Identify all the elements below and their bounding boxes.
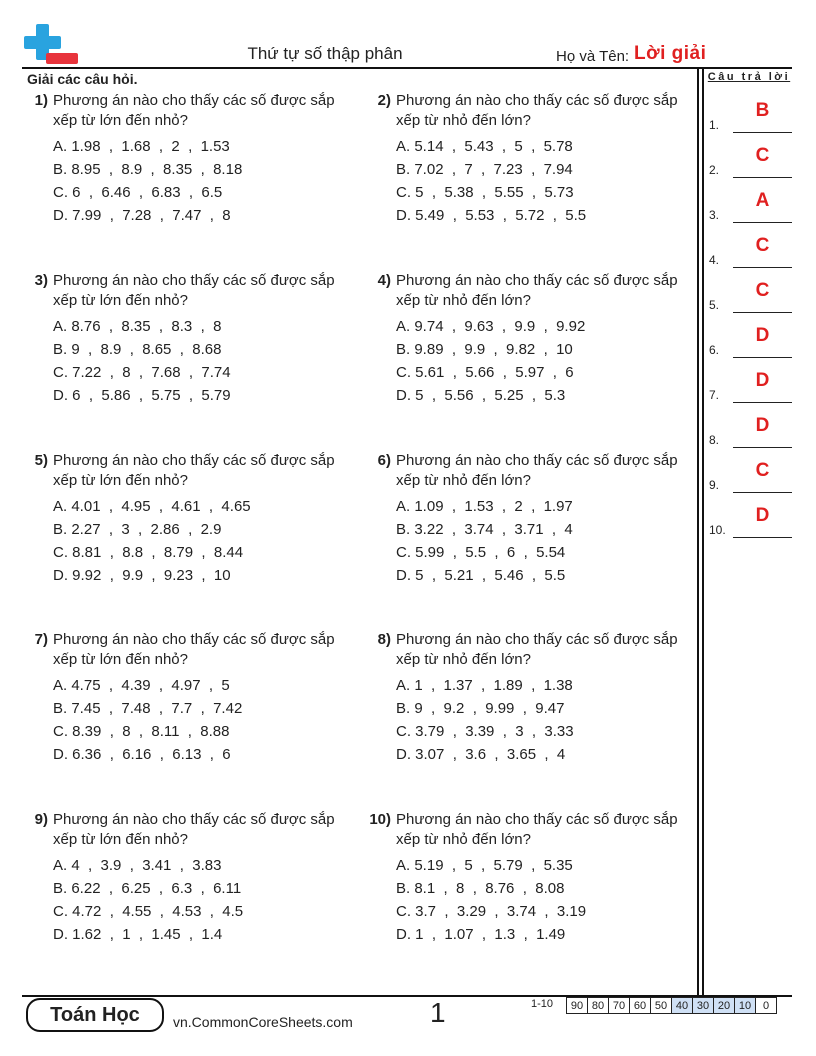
answer-option: D. 7.99 , 7.28 , 7.47 , 8	[53, 207, 231, 224]
answer-option: A. 8.76 , 8.35 , 8.3 , 8	[53, 318, 222, 335]
answer-value: C	[755, 460, 770, 481]
question-text: Phương án nào cho thấy các số được sắp xếp từ nhỏ đến lớn?	[396, 452, 678, 489]
page-number: 1	[430, 997, 446, 1028]
question-number: 8)	[377, 631, 391, 648]
score-cell: 60	[630, 998, 651, 1014]
question-number: 6)	[377, 452, 391, 469]
question-text: Phương án nào cho thấy các số được sắp xếp từ lớn đến nhỏ?	[53, 631, 335, 668]
answer-option: B. 8.95 , 8.9 , 8.35 , 8.18	[53, 161, 243, 178]
answer-value: C	[755, 280, 770, 301]
question	[365, 630, 705, 770]
answer-row	[709, 280, 793, 314]
answer-option: A. 5.14 , 5.43 , 5 , 5.78	[396, 138, 573, 155]
answer-option: B. 7.45 , 7.48 , 7.7 , 7.42	[53, 700, 243, 717]
answer-blank-line	[733, 537, 792, 538]
question-text: Phương án nào cho thấy các số được sắp xếp từ nhỏ đến lớn?	[396, 811, 678, 848]
score-cell: 50	[651, 998, 672, 1014]
answer-option: C. 4.72 , 4.55 , 4.53 , 4.5	[53, 903, 244, 920]
answer-option: D. 6.36 , 6.16 , 6.13 , 6	[53, 746, 231, 763]
answer-option: B. 8.1 , 8 , 8.76 , 8.08	[396, 880, 565, 897]
question-text: Phương án nào cho thấy các số được sắp xếp từ lớn đến nhỏ?	[53, 272, 335, 309]
question	[365, 91, 705, 231]
answer-blank-line	[733, 267, 792, 268]
answer-option: C. 8.81 , 8.8 , 8.79 , 8.44	[53, 544, 244, 561]
answer-blank-line	[733, 132, 792, 133]
question-number: 10)	[369, 811, 391, 828]
answer-option: C. 5.61 , 5.66 , 5.97 , 6	[396, 364, 574, 381]
answer-option: B. 9 , 8.9 , 8.65 , 8.68	[53, 341, 222, 358]
answer-blank-line	[733, 177, 792, 178]
answer-number: 8.	[709, 433, 720, 447]
answer-option: D. 9.92 , 9.9 , 9.23 , 10	[53, 567, 231, 584]
answer-blank-line	[733, 447, 792, 448]
question	[22, 91, 362, 231]
answer-key-header: Câu trả lời	[707, 71, 791, 83]
answer-row	[709, 505, 793, 539]
answer-value: D	[755, 415, 770, 436]
answer-option: D. 1 , 1.07 , 1.3 , 1.49	[396, 926, 566, 943]
question-text: Phương án nào cho thấy các số được sắp xếp từ lớn đến nhỏ?	[53, 452, 335, 489]
answer-blank-line	[733, 222, 792, 223]
score-cell: 40	[672, 998, 693, 1014]
question-number: 3)	[34, 272, 48, 289]
answer-value: B	[755, 100, 770, 121]
answer-number: 1.	[709, 118, 720, 132]
answer-row	[709, 415, 793, 449]
instructions: Giải các câu hỏi.	[27, 71, 138, 87]
answer-option: B. 7.02 , 7 , 7.23 , 7.94	[396, 161, 573, 178]
answer-option: D. 3.07 , 3.6 , 3.65 , 4	[396, 746, 566, 763]
answer-number: 2.	[709, 163, 720, 177]
answer-row	[709, 100, 793, 134]
answer-blank-line	[733, 312, 792, 313]
answer-option: A. 5.19 , 5 , 5.79 , 5.35	[396, 857, 573, 874]
answer-blank-line	[733, 492, 792, 493]
answer-option: D. 5.49 , 5.53 , 5.72 , 5.5	[396, 207, 587, 224]
answer-row	[709, 145, 793, 179]
score-table	[566, 997, 777, 1014]
answer-number: 6.	[709, 343, 720, 357]
answer-number: 3.	[709, 208, 720, 222]
answer-row	[709, 370, 793, 404]
answer-number: 7.	[709, 388, 720, 402]
answer-number: 4.	[709, 253, 720, 267]
answer-option: B. 9.89 , 9.9 , 9.82 , 10	[396, 341, 573, 358]
answer-option: A. 4.01 , 4.95 , 4.61 , 4.65	[53, 498, 251, 515]
question	[365, 451, 705, 591]
question-number: 9)	[34, 811, 48, 828]
answer-option: C. 8.39 , 8 , 8.11 , 8.88	[53, 723, 230, 740]
answer-number: 10.	[709, 523, 726, 537]
site-url: vn.CommonCoreSheets.com	[173, 1014, 353, 1030]
answer-option: A. 4 , 3.9 , 3.41 , 3.83	[53, 857, 222, 874]
question-text: Phương án nào cho thấy các số được sắp xếp từ lớn đến nhỏ?	[53, 811, 335, 848]
question-number: 4)	[377, 272, 391, 289]
score-cell: 0	[756, 998, 777, 1014]
answer-number: 5.	[709, 298, 720, 312]
answer-option: A. 1.09 , 1.53 , 2 , 1.97	[396, 498, 573, 515]
plus-minus-logo-icon	[22, 22, 80, 70]
answer-option: B. 2.27 , 3 , 2.86 , 2.9	[53, 521, 222, 538]
score-cell: 30	[693, 998, 714, 1014]
answer-row	[709, 190, 793, 224]
question-number: 5)	[34, 452, 48, 469]
answer-number: 9.	[709, 478, 720, 492]
score-range-label: 1-10	[531, 998, 554, 1010]
score-cell: 70	[609, 998, 630, 1014]
score-cell: 10	[735, 998, 756, 1014]
question-text: Phương án nào cho thấy các số được sắp xếp từ nhỏ đến lớn?	[396, 272, 678, 309]
question-text: Phương án nào cho thấy các số được sắp xếp từ nhỏ đến lớn?	[396, 92, 678, 129]
answer-option: C. 3.79 , 3.39 , 3 , 3.33	[396, 723, 574, 740]
answer-blank-line	[733, 402, 792, 403]
answer-row	[709, 235, 793, 269]
answer-blank-line	[733, 357, 792, 358]
answer-option: A. 9.74 , 9.63 , 9.9 , 9.92	[396, 318, 586, 335]
name-label: Họ và Tên:	[556, 48, 630, 65]
answer-option: B. 6.22 , 6.25 , 6.3 , 6.11	[53, 880, 242, 897]
answer-value: A	[755, 190, 770, 211]
question-number: 2)	[377, 92, 391, 109]
score-cell: 80	[588, 998, 609, 1014]
question-text: Phương án nào cho thấy các số được sắp xếp từ lớn đến nhỏ?	[53, 92, 335, 129]
answer-option: D. 6 , 5.86 , 5.75 , 5.79	[53, 387, 231, 404]
answer-option: A. 1.98 , 1.68 , 2 , 1.53	[53, 138, 230, 155]
answer-option: D. 5 , 5.56 , 5.25 , 5.3	[396, 387, 566, 404]
answer-option: C. 6 , 6.46 , 6.83 , 6.5	[53, 184, 223, 201]
answer-value: C	[755, 235, 770, 256]
answer-value: D	[755, 505, 770, 526]
answer-value: C	[755, 145, 770, 166]
question-number: 1)	[34, 92, 48, 109]
answer-option: C. 5.99 , 5.5 , 6 , 5.54	[396, 544, 566, 561]
answer-option: B. 9 , 9.2 , 9.99 , 9.47	[396, 700, 565, 717]
question	[22, 451, 362, 591]
question-number: 7)	[34, 631, 48, 648]
answer-option: A. 4.75 , 4.39 , 4.97 , 5	[53, 677, 230, 694]
answer-option: C. 5 , 5.38 , 5.55 , 5.73	[396, 184, 574, 201]
answer-option: C. 3.7 , 3.29 , 3.74 , 3.19	[396, 903, 587, 920]
question-text: Phương án nào cho thấy các số được sắp xếp từ nhỏ đến lớn?	[396, 631, 678, 668]
answer-option: B. 3.22 , 3.74 , 3.71 , 4	[396, 521, 573, 538]
answer-option: C. 7.22 , 8 , 7.68 , 7.74	[53, 364, 231, 381]
question	[22, 630, 362, 770]
question	[22, 810, 362, 950]
question	[365, 810, 705, 950]
worksheet-title: Thứ tự số thập phân	[247, 44, 403, 63]
answer-value: D	[755, 325, 770, 346]
answer-option: A. 1 , 1.37 , 1.89 , 1.38	[396, 677, 573, 694]
answer-row	[709, 460, 793, 494]
answer-option: D. 1.62 , 1 , 1.45 , 1.4	[53, 926, 223, 943]
name-value: Lời giải	[634, 43, 707, 64]
answer-row	[709, 325, 793, 359]
question	[22, 271, 362, 411]
answer-option: D. 5 , 5.21 , 5.46 , 5.5	[396, 567, 566, 584]
score-cell: 20	[714, 998, 735, 1014]
brand-badge: Toán Học	[26, 998, 164, 1032]
question	[365, 271, 705, 411]
header-divider	[22, 67, 792, 69]
answer-value: D	[755, 370, 770, 391]
score-cell: 90	[567, 998, 588, 1014]
